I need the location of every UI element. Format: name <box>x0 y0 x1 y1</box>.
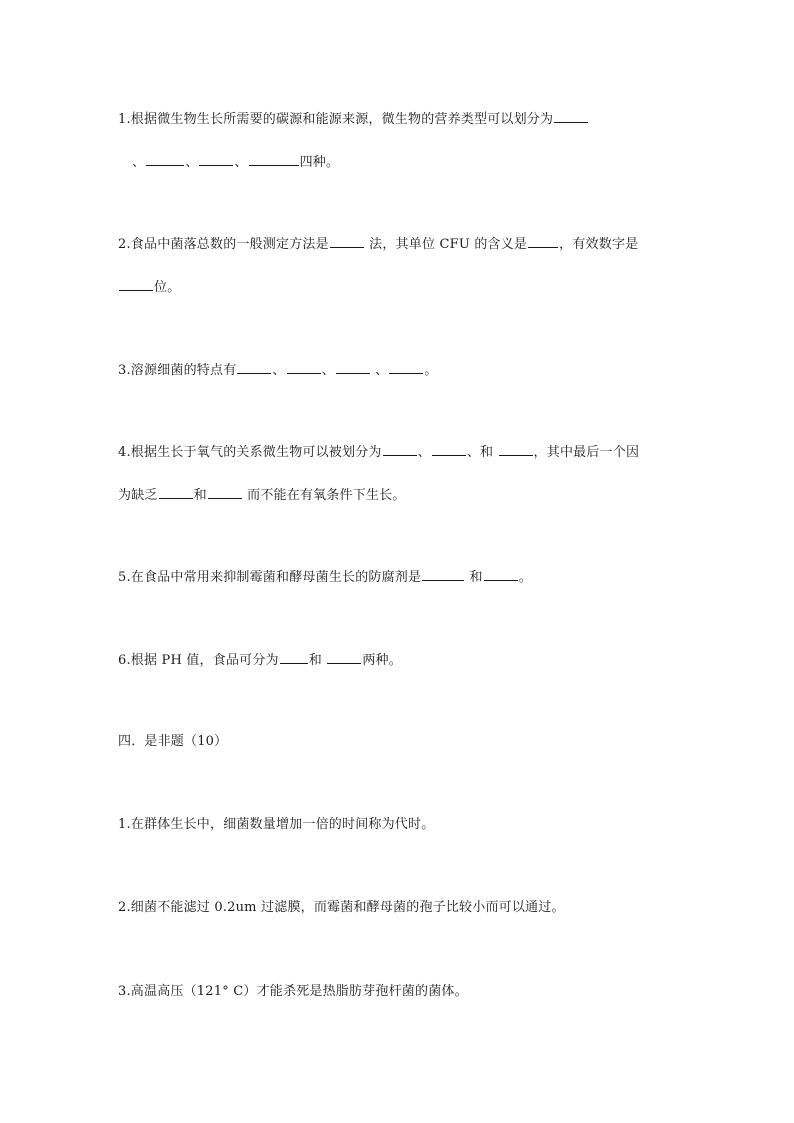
question-1-line-1 <box>118 110 589 128</box>
question-5 <box>118 568 532 586</box>
question-2-text: 2.食品中菌落总数的一般测定方法是 <box>118 237 329 252</box>
separator: 、 <box>272 363 286 378</box>
question-4-line-2 <box>118 486 406 504</box>
answer-blank <box>432 443 466 456</box>
question-6 <box>118 651 402 669</box>
answer-blank <box>484 568 518 581</box>
question-1-end: 四种。 <box>299 155 340 170</box>
answer-blank <box>199 153 233 166</box>
question-2-end: 位。 <box>154 280 181 295</box>
question-3-text: 3.溶源细菌的特点有 <box>118 363 237 378</box>
question-4-line-1 <box>118 443 639 461</box>
answer-blank <box>528 235 558 248</box>
separator: 、 <box>185 155 199 170</box>
question-4-text: 为缺乏 <box>118 488 158 503</box>
answer-blank <box>287 361 321 374</box>
answer-blank <box>146 153 184 166</box>
question-2-line-2 <box>118 278 180 296</box>
separator: 、 <box>234 155 248 170</box>
true-false-item-3: 3.高温高压（121° C）才能杀死是热脂肪芽孢杆菌的菌体。 <box>118 984 468 999</box>
question-5-text: 5.在食品中常用来抑制霉菌和酵母菌生长的防腐剂是 <box>118 570 422 585</box>
question-4-text: 而不能在有氧条件下生长。 <box>242 488 406 503</box>
answer-blank <box>336 361 370 374</box>
question-2-line-1 <box>118 235 638 253</box>
section-four-heading: 四．是非题（10） <box>118 734 228 749</box>
question-2-text: ，有效数字是 <box>559 237 639 252</box>
question-1-text: 1.根据微生物生长所需要的碳源和能源来源，微生物的营养类型可以划分为 <box>118 112 554 127</box>
question-5-text: 和 <box>465 570 483 585</box>
question-3-end: 。 <box>424 363 438 378</box>
answer-blank <box>499 443 533 456</box>
answer-blank <box>422 568 464 581</box>
question-6-text: 和 <box>308 653 327 668</box>
question-6-text: 6.根据 PH 值，食品可分为 <box>118 653 279 668</box>
answer-blank <box>327 651 361 664</box>
question-5-end: 。 <box>518 570 532 585</box>
answer-blank <box>554 110 588 123</box>
answer-blank <box>237 361 271 374</box>
question-4-text: ，其中最后一个因 <box>533 445 640 460</box>
question-4-text: 4.根据生长于氧气的关系微生物可以被划分为 <box>118 445 382 460</box>
separator: 、 <box>417 445 431 460</box>
separator: 、 <box>370 363 389 378</box>
answer-blank <box>383 443 417 456</box>
true-false-item-1: 1.在群体生长中，细菌数量增加一倍的时间称为代时。 <box>118 817 435 832</box>
answer-blank <box>119 278 153 291</box>
answer-blank <box>330 235 364 248</box>
separator: 、 <box>132 155 146 170</box>
question-1-line-2 <box>132 153 339 171</box>
question-2-text: 法，其单位 CFU 的含义是 <box>364 237 528 252</box>
question-3 <box>118 361 438 379</box>
question-6-end: 两种。 <box>362 653 402 668</box>
answer-blank <box>389 361 423 374</box>
answer-blank <box>249 153 299 166</box>
answer-blank <box>159 486 193 499</box>
question-4-text: 、和 <box>466 445 498 460</box>
answer-blank <box>280 651 308 664</box>
true-false-item-2: 2.细菌不能滤过 0.2um 过滤膜，而霉菌和酵母菌的孢子比较小而可以通过。 <box>118 900 565 915</box>
answer-blank <box>208 486 242 499</box>
question-4-text: 和 <box>193 488 207 503</box>
separator: 、 <box>321 363 335 378</box>
